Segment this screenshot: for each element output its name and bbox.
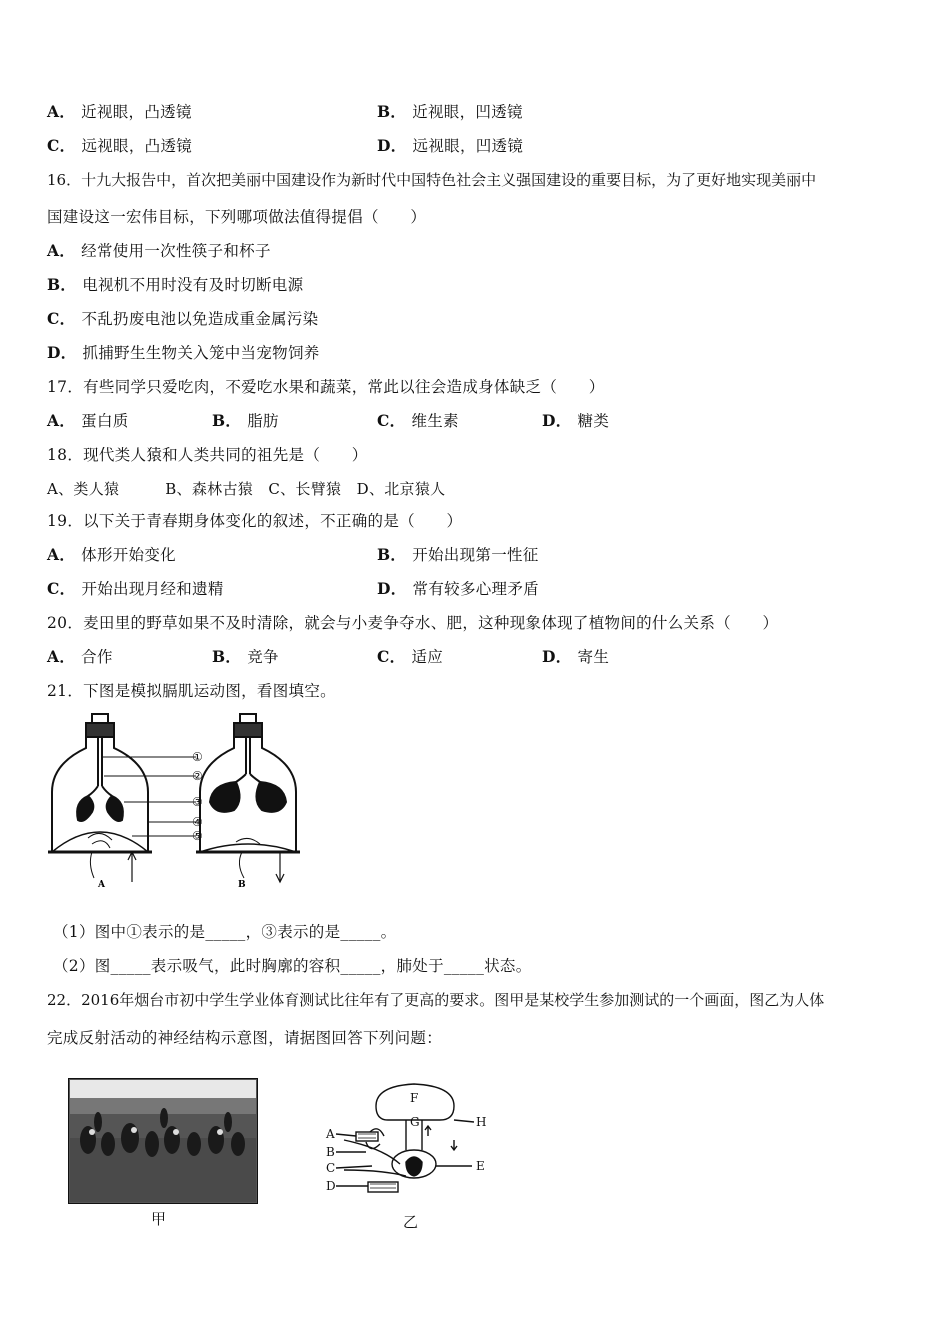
q17-option-d: D． 糖类	[542, 411, 610, 430]
q16-option-d: D． 抓捕野生生物关入笼中当宠物饲养	[47, 343, 320, 362]
diagram-label-d: D	[326, 1179, 336, 1193]
figure-number-2: ②	[192, 769, 203, 783]
q16-stem-2: 国建设这一宏伟目标，下列哪项做法值得提倡（ ）	[47, 208, 427, 226]
q19-option-b: B． 开始出现第一性征	[377, 545, 539, 564]
diaphragm-model-figure	[48, 712, 320, 894]
diagram-label-g: G	[410, 1115, 420, 1129]
q22-stem-2: 完成反射活动的神经结构示意图，请据图回答下列问题：	[47, 1029, 443, 1047]
q15-option-b: B． 近视眼，凹透镜	[377, 102, 523, 121]
q17-option-c: C． 维生素	[377, 411, 459, 430]
diagram-label-b: B	[326, 1145, 335, 1159]
q18-options: A、类人猿 B、森林古猿 C、长臂猿 D、北京猿人	[47, 480, 446, 498]
q17-stem: 17．有些同学只爱吃肉，不爱吃水果和蔬菜，常此以往会造成身体缺乏（ ）	[47, 378, 605, 396]
figure-number-4: ④	[192, 815, 203, 829]
q16-option-c: C． 不乱扔废电池以免造成重金属污染	[47, 309, 319, 328]
reflex-arc-diagram	[322, 1078, 502, 1204]
jar-b	[196, 714, 300, 882]
q21-sub2: （2）图_____表示吸气，此时胸廓的容积_____，肺处于_____状态。	[53, 957, 532, 975]
jar-b-label: B	[238, 880, 246, 890]
q15-option-a: A． 近视眼，凸透镜	[47, 102, 192, 121]
q20-option-b: B． 竞争	[212, 647, 279, 666]
figure-number-1: ①	[192, 750, 203, 764]
q17-option-a: A． 蛋白质	[47, 411, 129, 430]
q18-stem: 18．现代类人猿和人类共同的祖先是（ ）	[47, 446, 368, 464]
diagram-label-a: A	[326, 1127, 335, 1141]
q19-stem: 19．以下关于青春期身体变化的叙述，不正确的是（ ）	[47, 512, 463, 530]
q19-option-c: C． 开始出现月经和遗精	[47, 579, 224, 598]
q20-option-d: D． 寄生	[542, 647, 610, 666]
photo-jia	[68, 1078, 258, 1204]
q16-stem-1: 16．十九大报告中，首次把美丽中国建设作为新时代中国特色社会主义强国建设的重要目标，为了更好地实现美丽中	[47, 171, 817, 189]
q19-option-d: D． 常有较多心理矛盾	[377, 579, 539, 598]
q15-option-c: C． 远视眼，凸透镜	[47, 136, 193, 155]
q17-option-b: B． 脂肪	[212, 411, 279, 430]
jar-a	[48, 714, 152, 882]
q21-stem: 21．下图是模拟膈肌运动图，看图填空。	[47, 682, 336, 700]
figure-number-3: ③	[192, 795, 203, 809]
q22-stem-1: 22．2016年烟台市初中学生学业体育测试比往年有了更高的要求。图甲是某校学生参加测试的一个画面，图乙为人体	[47, 991, 825, 1009]
q16-option-a: A． 经常使用一次性筷子和杯子	[47, 241, 271, 260]
q15-option-d: D． 远视眼，凹透镜	[377, 136, 524, 155]
jar-a-label: A	[98, 880, 105, 890]
diagram-label-f: F	[410, 1091, 419, 1105]
caption-jia: 甲	[151, 1210, 167, 1228]
q16-option-b: B． 电视机不用时没有及时切断电源	[47, 275, 304, 294]
diagram-label-h: H	[476, 1115, 487, 1129]
q20-option-c: C． 适应	[377, 647, 444, 666]
q20-option-a: A． 合作	[47, 647, 113, 666]
caption-yi: 乙	[403, 1213, 419, 1231]
q21-sub1: （1）图中①表示的是_____，③表示的是_____。	[53, 923, 397, 941]
diagram-label-e: E	[476, 1159, 485, 1173]
q20-stem: 20．麦田里的野草如果不及时清除，就会与小麦争夺水、肥，这种现象体现了植物间的什么关系（ ）	[47, 614, 779, 632]
figure-number-5: ⑤	[192, 829, 203, 843]
diagram-label-c: C	[326, 1161, 336, 1175]
q19-option-a: A． 体形开始变化	[47, 545, 176, 564]
